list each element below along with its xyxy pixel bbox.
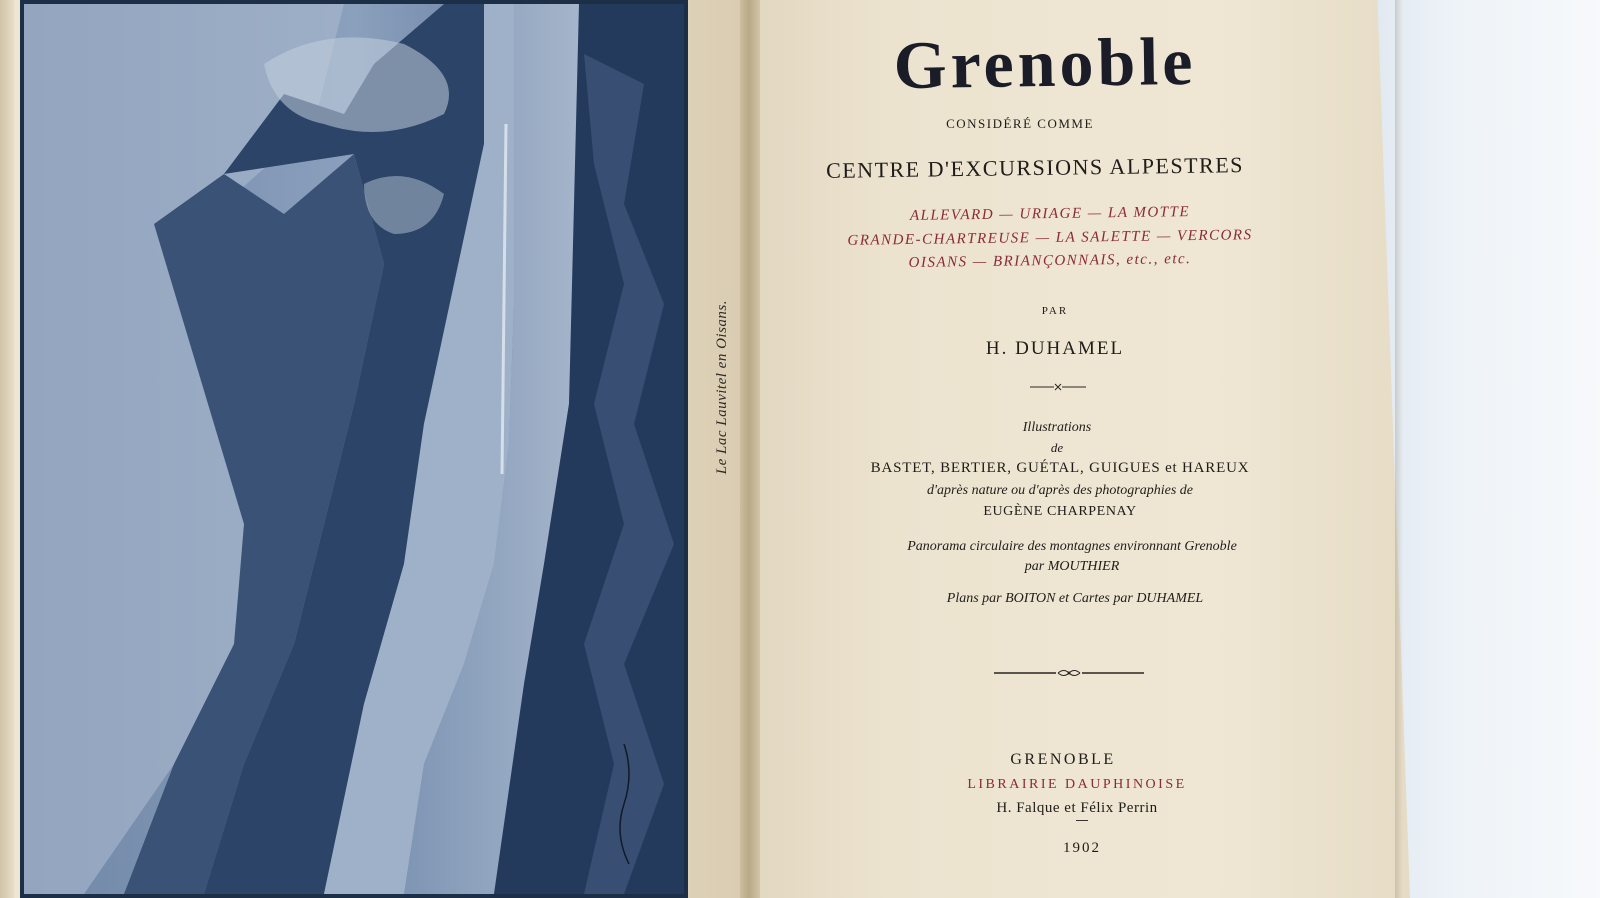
places-line-1: ALLEVARD — URIAGE — LA MOTTE [909, 204, 1191, 224]
book-subtitle: CENTRE D'EXCURSIONS ALPESTRES [825, 152, 1245, 183]
short-rule [1076, 820, 1088, 821]
lake-landscape-illustration [24, 4, 684, 894]
publisher-city: GRENOBLE [1010, 751, 1116, 768]
book-gutter [740, 0, 762, 898]
book-title: Grenoble [893, 22, 1197, 104]
publication-year: 1902 [1063, 840, 1101, 856]
ornament-rule-icon [1030, 383, 1086, 391]
after-nature-line: d'après nature ou d'après des photographies de [926, 483, 1194, 498]
photographer-name: EUGÈNE CHARPENAY [983, 504, 1137, 519]
author-name: H. DUHAMEL [985, 338, 1125, 359]
places-line-3: OISANS — BRIANÇONNAIS, etc., etc. [908, 251, 1192, 271]
publisher-owners: H. Falque et Félix Perrin [996, 800, 1158, 816]
frontispiece-plate [24, 4, 684, 894]
page-edge [0, 0, 14, 898]
panorama-line-2: par MOUTHIER [1024, 559, 1120, 574]
panorama-line-1: Panorama circulaire des montagnes environnant Grenoble [907, 539, 1237, 554]
plans-line: Plans par BOITON et Cartes par DUHAMEL [946, 591, 1204, 606]
places-line-2: GRANDE-CHARTREUSE — LA SALETTE — VERCORS [847, 227, 1253, 249]
publisher-name: LIBRAIRIE DAUPHINOISE [967, 777, 1187, 792]
illustrations-de: de [1050, 440, 1064, 455]
by-label: PAR [1041, 305, 1069, 317]
illustrators-list: BASTET, BERTIER, GUÉTAL, GUIGUES et HAREUX [870, 460, 1250, 476]
plate-caption: Le Lac Lauvitel en Oisans. [714, 300, 730, 475]
ornament-divider-icon [994, 668, 1144, 678]
illustrations-label: Illustrations [1022, 420, 1092, 435]
page-shadow [1395, 0, 1403, 898]
considered-as-line: CONSIDÉRÉ COMME [946, 116, 1094, 131]
